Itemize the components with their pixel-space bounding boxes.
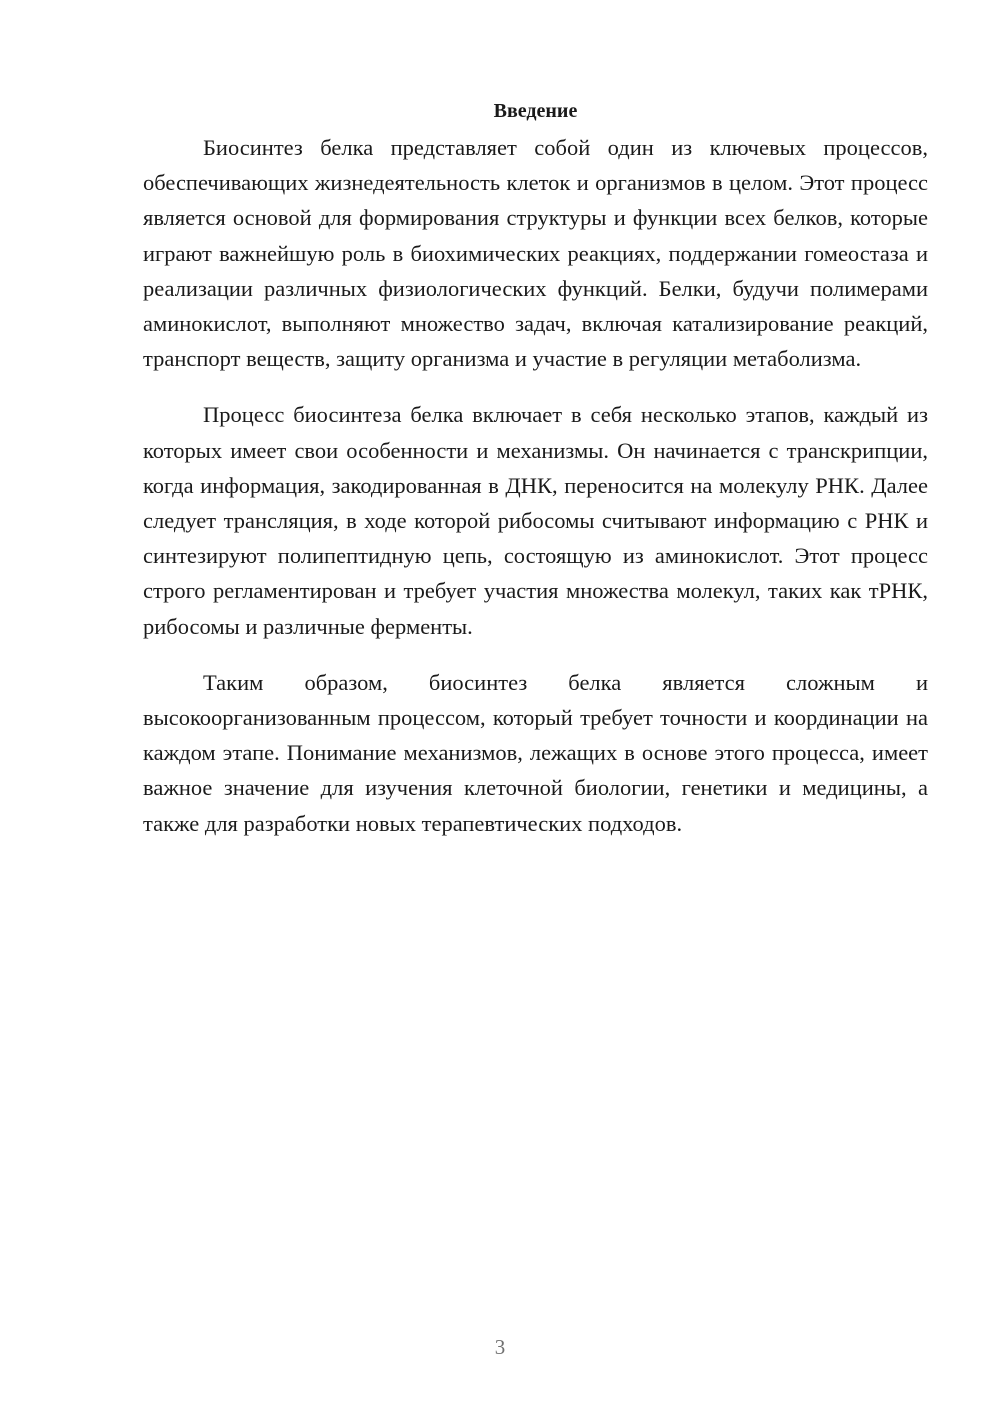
- paragraph-2: Процесс биосинтеза белка включает в себя несколько этапов, каждый из которых имеет свои особенности и механизмы. Он начинается с транскрипции, когда информация, закодированная в ДНК, переносится на молекулу РНК. Далее следует трансляция, в ходе которой рибосомы считывают информацию с РНК и синтезируют полипептидную цепь, состоящую из аминокислот. Этот процесс строго регламентирован и требует участия множества молекул, таких как тРНК, рибосомы и различные ферменты.: [143, 402, 928, 639]
- paragraph-3: Таким образом, биосинтез белка является сложным и высокоорганизованным процессом, который требует точности и координации на каждом этапе. Понимание механизмов, лежащих в основе этого процесса, имеет важное значение для изучения клеточной биологии, генетики и медицины, а также для разработки новых терапевтических подходов.: [143, 669, 928, 836]
- page-number: 3: [494, 1335, 506, 1359]
- paragraph-1: Биосинтез белка представляет собой один из ключевых процессов, обеспечивающих жизнедеятельность клеток и организмов в целом. Этот процесс является основой для формирования структуры и функции всех белков, которые играют важнейшую роль в биохимических реакциях, поддержании гомеостаза и реализации различных физиологических функций. Белки, будучи полимерами аминокислот, выполняют множество задач, включая катализирование реакций, транспорт веществ, защиту организма и участие в регуляции метаболизма.: [143, 135, 928, 372]
- section-title: Введение: [493, 100, 578, 122]
- page-body: [143, 96, 928, 841]
